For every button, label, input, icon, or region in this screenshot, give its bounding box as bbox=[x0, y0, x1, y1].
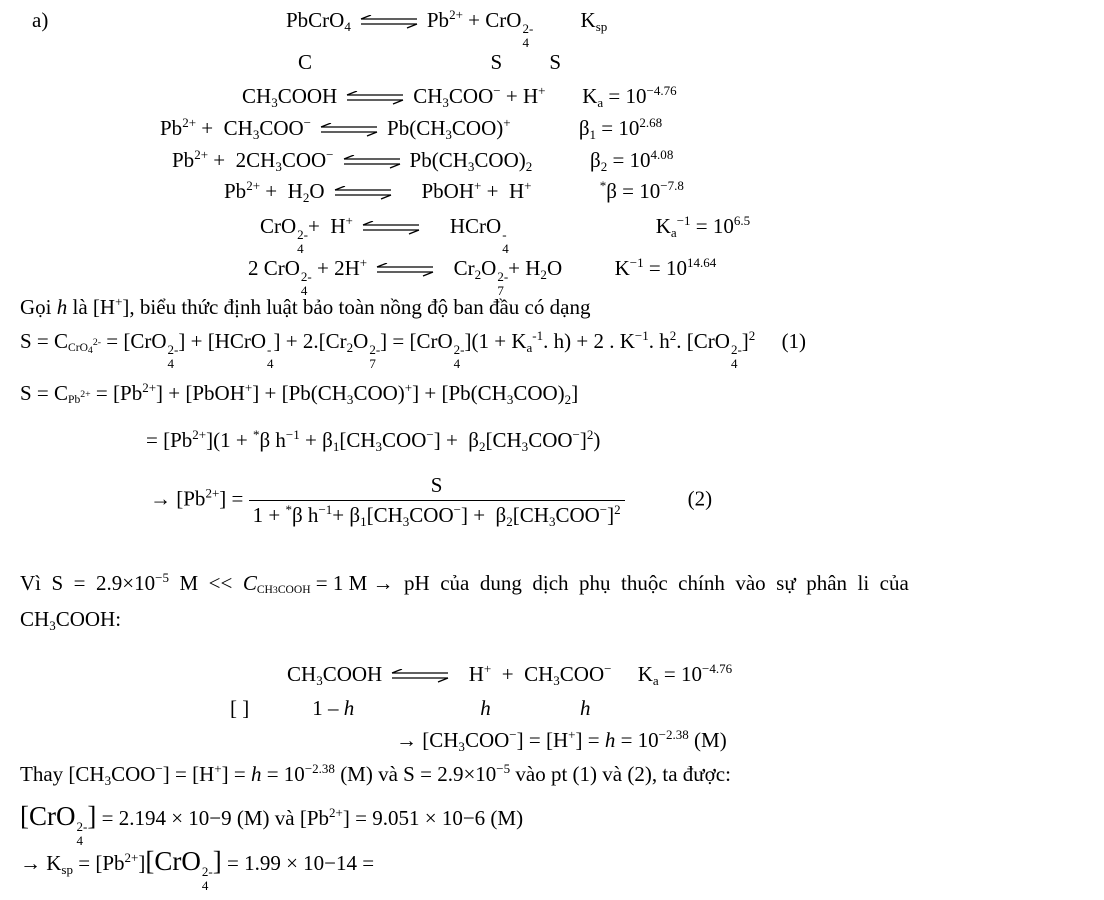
acid-dissociation: $CH_3COOH$ $H^+ + CH_3COO^-$ $K_a = 10^{-4.76}$ bbox=[287, 660, 733, 688]
double-harpoon-icon bbox=[317, 123, 381, 137]
equilibrium-complex-1: $Pb^{2+} + CH_3COO^-$ $Pb(CH_3COO)^+$ $\beta_1 = 10^{2.68}$ bbox=[160, 114, 663, 142]
double-harpoon-icon bbox=[357, 15, 421, 29]
fraction: $\frac{S}{1 + ^*\beta h^{-1}+ \beta_1[CH_3COO^-] + \beta_2[CH_3COO^-]^2}$ bbox=[249, 475, 625, 526]
balance-equation-chromate: $S = C_{CrO4^{2-}} = [CrO$ 2- 4 ] + [HCrO - 4 ] + $2.[Cr_2O$ 2- 7 ] = [CrO 2- 4 ]($1 + K_a^{-1}$. h) + 2 . $K^{-1}$. $h^2$. [CrO 2- 4 ]$^2$ (1) bbox=[20, 327, 807, 371]
equilibrium-complex-2: $Pb^{2+} + 2CH_3COO^-$ $Pb(CH_3COO)_2$ $\beta_2 = 10^{4.08}$ bbox=[172, 146, 674, 174]
double-harpoon-icon bbox=[340, 155, 404, 169]
since-sentence-continued: $CH_3COOH$: bbox=[20, 607, 122, 633]
acetate-concentration: → $[CH_3COO^-] = [H^+] = h = 10^{-2.38}$ (M) bbox=[396, 726, 727, 754]
ksp-value: 1.99 × 10−14 = bbox=[244, 851, 375, 875]
part-label: a) bbox=[32, 8, 49, 32]
eq1-label: (1) bbox=[781, 329, 807, 353]
result-lead: 9.051 × 10−6 (M) bbox=[372, 806, 524, 830]
double-harpoon-icon bbox=[373, 263, 437, 277]
lead-ion-fraction: → $[Pb^{2+}]$ = $\frac{S}{1 + ^*\beta h^{-1}+ \beta_1[CH_3COO^-] + \beta_2[CH_3COO^-]^2}$ (2) bbox=[150, 473, 713, 529]
intro-sentence: Gọi h là [H+], biểu thức định luật bảo toàn nồng độ ban đầu có dạng bbox=[20, 293, 591, 319]
balance-equation-lead: $S = C_{Pb^{2+}} = [Pb^{2+}]$ + [PbOH+] + $[Pb(CH_3COO)^+] + [Pb(CH_3COO)_2]$ bbox=[20, 379, 579, 407]
balance-equation-lead-factored: = $[Pb^{2+}](1 + ^*\beta$ $h^{-1} + \beta_1[CH_3COO^-] + \beta_2[CH_3COO^-]^2$) bbox=[146, 426, 601, 454]
concentration-row: C S S bbox=[298, 50, 562, 74]
equilibrium-concentration-row: [ ] 1 – h h h bbox=[230, 696, 591, 720]
results-line: [CrO 2- 4 ] = 2.194 × 10−9 (M) và $[Pb^{2+}] = 9.051 \times 10-6$ (M) bbox=[20, 801, 524, 848]
equilibrium-acid: $CH_3COOH$ $CH_3COO^- + H^+$ $K_a = 10^{-4.76}$ bbox=[242, 82, 677, 110]
double-harpoon-icon bbox=[359, 221, 423, 235]
result-chromate: 2.194 × 10−9 (M) bbox=[118, 806, 270, 830]
since-sentence: Vì $S = 2.9\times 10^{-5}$ $M << C_{CH3COOH} = 1$ M → pH của dung dịch phụ thuộc chính vào sự phân li của bbox=[20, 569, 909, 597]
ksp-result-line: → $K_{sp} = [Pb^{2+}][CrO$ 2- 4 ] = 1.99 × 10−14 = bbox=[20, 846, 375, 893]
double-harpoon-icon bbox=[388, 669, 452, 683]
substitution-sentence: Thay $[CH_3COO^-] = [H^+] = h = 10^{-2.38}$ (M) và $S = 2.9\times 10^{-5}$ vào pt (1) và (2), ta được: bbox=[20, 760, 731, 788]
equilibrium-dissolution: PbCrO$_4$ $Pb^{2+}$ + CrO 2- 4 $K_{sp}$ bbox=[286, 6, 608, 50]
double-harpoon-icon bbox=[331, 186, 395, 200]
equilibrium-protonation: CrO 2- 4 + H+ HCrO - 4 $K_a^{-1} = 10^{6.5}$ bbox=[260, 212, 751, 256]
eq2-label: (2) bbox=[687, 486, 713, 511]
double-harpoon-icon bbox=[343, 91, 407, 105]
equilibrium-hydrolysis: $Pb^{2+} + H_2O$ PbOH+ + H+ $^*\beta = 10^{-7.8}$ bbox=[224, 177, 684, 205]
equilibrium-dimerization: 2 CrO 2- 4 + 2H+ $Cr_2O$ 2- 7 + $H_2O$ $K^{-1} = 10^{14.64}$ bbox=[248, 254, 717, 298]
